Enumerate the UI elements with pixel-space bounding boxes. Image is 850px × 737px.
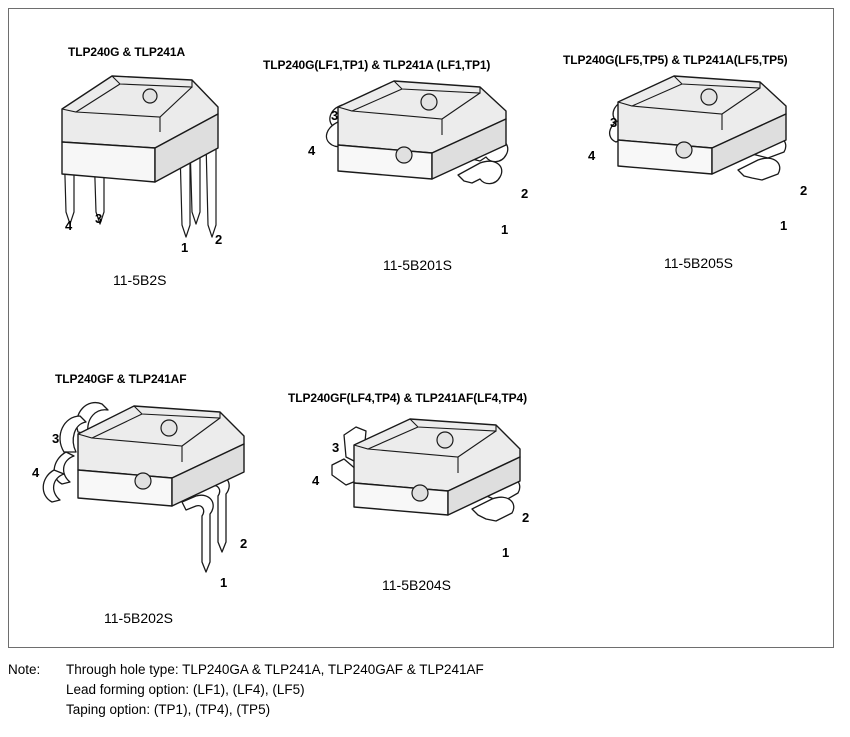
pin-label-4: 4 <box>588 148 596 163</box>
package-block-11-5b201s <box>250 0 550 290</box>
note-line-2: Lead forming option: (LF1), (LF4), (LF5) <box>66 682 305 697</box>
pin-label-4: 4 <box>312 473 320 488</box>
package-title: TLP240G(LF5,TP5) & TLP241A(LF5,TP5) <box>563 53 788 67</box>
package-title: TLP240GF(LF4,TP4) & TLP241AF(LF4,TP4) <box>288 391 528 405</box>
package-block-11-5b204s <box>280 375 580 625</box>
pin-label-4: 4 <box>32 465 40 480</box>
pin-label-1: 1 <box>181 240 189 255</box>
package-block-11-5b2s <box>0 0 250 300</box>
note-line-3: Taping option: (TP1), (TP4), (TP5) <box>66 702 271 717</box>
pin-label-1: 1 <box>220 575 228 590</box>
pin-label-3: 3 <box>610 115 618 130</box>
package-code: 11-5B205S <box>664 255 734 271</box>
pin-label-3: 3 <box>52 431 60 446</box>
pin-label-3: 3 <box>332 440 340 455</box>
package-block-11-5b205s <box>550 0 840 290</box>
pin-label-4: 4 <box>65 218 73 233</box>
pin-label-1: 1 <box>780 218 788 233</box>
package-code: 11-5B204S <box>382 577 452 593</box>
pin-label-3: 3 <box>331 108 339 123</box>
pin-label-1: 1 <box>502 545 510 560</box>
package-code: 11-5B2S <box>113 272 167 288</box>
pin-label-2: 2 <box>215 232 223 247</box>
package-drawing-formed <box>30 390 270 580</box>
pin-label-3: 3 <box>95 211 103 226</box>
package-title: TLP240GF & TLP241AF <box>55 372 187 386</box>
package-block-11-5b202s <box>0 355 280 635</box>
pin-label-2: 2 <box>800 183 808 198</box>
package-code: 11-5B201S <box>383 257 453 273</box>
note-line-1: Through hole type: TLP240GA & TLP241A, TLP240GAF & TLP241AF <box>66 662 484 677</box>
pin-label-2: 2 <box>521 186 529 201</box>
package-drawing-gullwing-lf1 <box>320 75 540 245</box>
package-drawing-gullwing-lf4 <box>330 413 550 573</box>
pin-label-1: 1 <box>501 222 509 237</box>
note-label: Note: <box>8 662 41 677</box>
pin-label-2: 2 <box>522 510 530 525</box>
pin-label-2: 2 <box>240 536 248 551</box>
package-drawing-gullwing-lf5 <box>600 70 820 240</box>
package-title: TLP240G(LF1,TP1) & TLP241A (LF1,TP1) <box>263 58 491 72</box>
package-title: TLP240G & TLP241A <box>68 45 186 59</box>
package-code: 11-5B202S <box>104 610 174 626</box>
note-lines <box>66 660 484 720</box>
pin-label-4: 4 <box>308 143 316 158</box>
